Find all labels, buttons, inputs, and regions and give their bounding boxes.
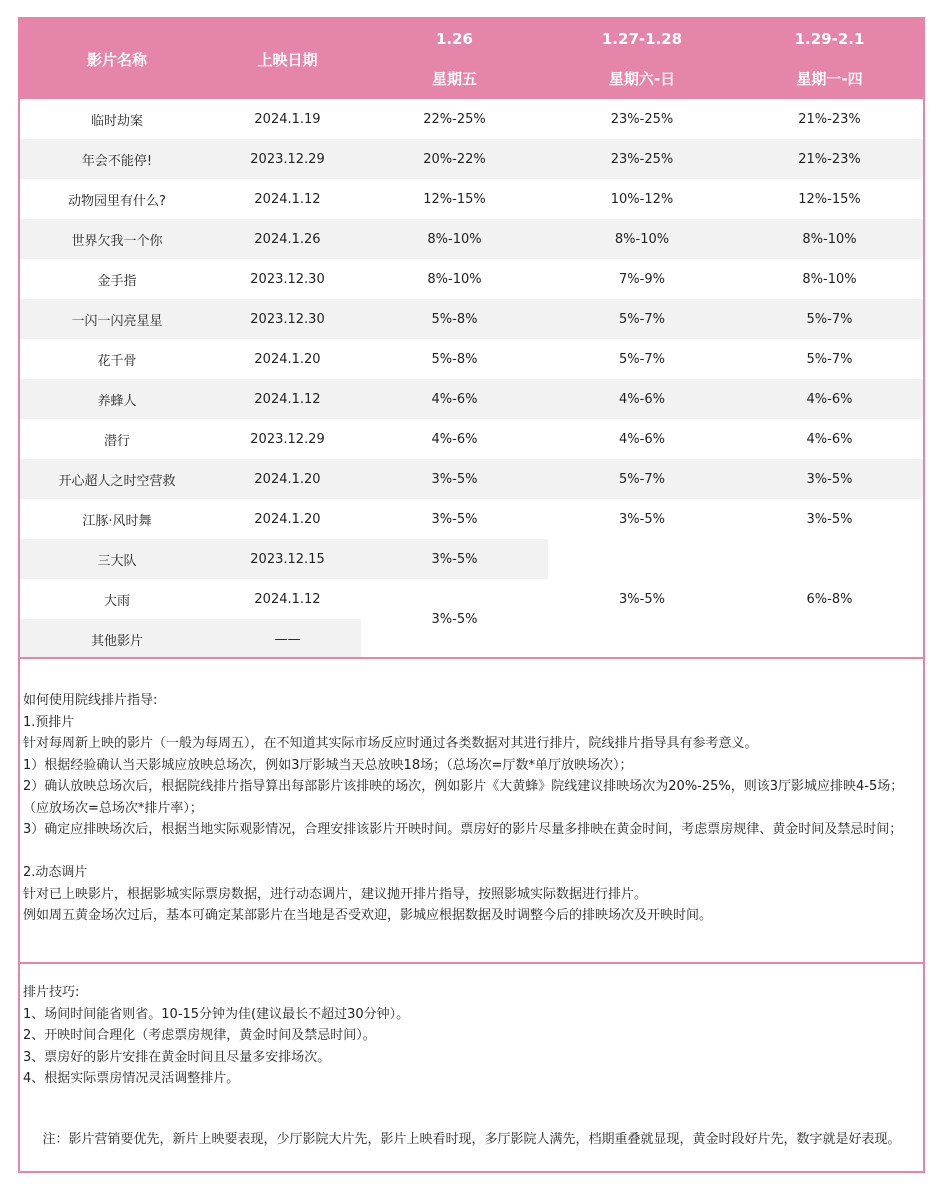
film-name: 潜行 — [20, 419, 214, 459]
release-date: 2023.12.30 — [214, 259, 361, 299]
header-release-date: 上映日期 — [214, 19, 361, 99]
table-row — [20, 179, 923, 219]
guide-paragraph: 例如周五黄金场次过后，基本可确定某部影片在当地是否受欢迎，影城应根据数据及时调整今后的排映场次及开映时间。 — [23, 908, 713, 923]
rate-day-2: 23%-25% — [548, 99, 736, 139]
rate-day-2: 7%-9% — [548, 259, 736, 299]
tips-item: 4、根据实际票房情况灵活调整排片。 — [23, 1071, 240, 1086]
guide-paragraph: 1）根据经验确认当天影城应放映总场次，例如3厅影城当天总放映18场；（总场次=厅数*单厅放映场次）； — [23, 757, 633, 773]
film-name: 动物园里有什么? — [20, 179, 214, 219]
rate-day-2: 3%-5% — [548, 499, 736, 539]
rate-day-1: 4%-6% — [361, 419, 548, 459]
rate-day-1: 20%-22% — [361, 139, 548, 179]
rate-day-2: 5%-7% — [548, 459, 736, 499]
film-name: 金手指 — [20, 259, 214, 299]
rate-day-3: 8%-10% — [736, 219, 923, 259]
film-name: 三大队 — [20, 539, 214, 579]
schedule-table — [20, 19, 923, 659]
header-day-3-weekday: 星期一-四 — [796, 70, 863, 88]
film-name: 世界欠我一个你 — [20, 219, 214, 259]
merged-rate-day-1: 3%-5% — [361, 579, 548, 659]
rate-day-3: 4%-6% — [736, 419, 923, 459]
rate-day-2: 23%-25% — [548, 139, 736, 179]
rate-day-2: 4%-6% — [548, 419, 736, 459]
header-day-3 — [736, 19, 923, 99]
film-name: 临时劫案 — [20, 99, 214, 139]
table-row — [20, 499, 923, 539]
release-date: 2023.12.29 — [214, 139, 361, 179]
rate-day-2: 4%-6% — [548, 379, 736, 419]
header-film-name: 影片名称 — [20, 19, 214, 99]
table-row — [20, 419, 923, 459]
film-name: 一闪一闪亮星星 — [20, 299, 214, 339]
guide-paragraph: 针对已上映影片，根据影城实际票房数据，进行动态调片，建议抛开排片指导，按照影城实际数据进行排片。 — [23, 886, 648, 902]
release-date: 2024.1.12 — [214, 579, 361, 619]
guide-paragraph: （应放场次=总场次*排片率）； — [23, 800, 203, 816]
film-name: 开心超人之时空营救 — [20, 459, 214, 499]
release-date: 2023.12.15 — [214, 539, 361, 579]
header-day-1-weekday: 星期五 — [431, 70, 477, 88]
release-date: 2023.12.30 — [214, 299, 361, 339]
tips-section — [20, 982, 923, 1090]
guide-subheading: 2.动态调片 — [23, 865, 88, 880]
release-date: 2024.1.26 — [214, 219, 361, 259]
rate-day-3: 4%-6% — [736, 379, 923, 419]
tips-item: 3、票房好的影片安排在黄金时间且尽量多安排场次。 — [23, 1049, 331, 1065]
table-row — [20, 99, 923, 139]
table-row — [20, 339, 923, 379]
rate-day-1: 5%-8% — [361, 299, 548, 339]
rate-day-3: 12%-15% — [736, 179, 923, 219]
tips-item: 1、场间时间能省则省。10-15分钟为佳(建议最长不超过30分钟）。 — [23, 1006, 410, 1022]
table-row — [20, 539, 923, 579]
release-date: 2024.1.12 — [214, 379, 361, 419]
table-row — [20, 219, 923, 259]
rate-day-3: 3%-5% — [736, 499, 923, 539]
section-divider — [18, 657, 925, 659]
merged-rate-day-2: 3%-5% — [548, 539, 736, 659]
rate-day-3: 21%-23% — [736, 139, 923, 179]
rate-day-1: 3%-5% — [361, 539, 548, 579]
rate-day-3: 5%-7% — [736, 299, 923, 339]
rate-day-1: 5%-8% — [361, 339, 548, 379]
rate-day-3: 3%-5% — [736, 459, 923, 499]
table-row — [20, 379, 923, 419]
rate-day-3: 8%-10% — [736, 259, 923, 299]
usage-guide-section — [20, 690, 923, 927]
table-row — [20, 259, 923, 299]
release-date: 2023.12.29 — [214, 419, 361, 459]
header-day-2-date: 1.27-1.28 — [601, 30, 683, 48]
header-day-3-date: 1.29-2.1 — [794, 30, 865, 48]
section-divider — [18, 962, 925, 964]
rate-day-1: 3%-5% — [361, 499, 548, 539]
header-day-1-date: 1.26 — [435, 30, 473, 48]
rate-day-1: 4%-6% — [361, 379, 548, 419]
footer-note: 注：影片营销要优先，新片上映要表现，少厅影院大片先，影片上映看时现，多厅影院人满先，档期重叠就显现，黄金时段好片先，数字就是好表现。 — [42, 1132, 901, 1147]
table-row — [20, 459, 923, 499]
release-date: 2024.1.20 — [214, 339, 361, 379]
release-date: —— — [214, 619, 361, 659]
guide-paragraph: 3）确定应排映场次后，根据当地实际观影情况，合理安排该影片开映时间。票房好的影片尽量多排映在黄金时间，考虑票房规律、黄金时间及禁忌时间； — [23, 822, 903, 837]
guide-subheading: 1.预排片 — [23, 714, 75, 730]
rate-day-2: 5%-7% — [548, 339, 736, 379]
guide-paragraph: 针对每周新上映的影片（一般为每周五），在不知道其实际市场反应时通过各类数据对其进行排片，院线排片指导具有参考意义。 — [23, 736, 758, 751]
tips-item: 2、开映时间合理化（考虑票房规律，黄金时间及禁忌时间）。 — [23, 1028, 376, 1043]
rate-day-2: 10%-12% — [548, 179, 736, 219]
release-date: 2024.1.19 — [214, 99, 361, 139]
film-name: 养蜂人 — [20, 379, 214, 419]
rate-day-1: 8%-10% — [361, 219, 548, 259]
header-day-2 — [548, 19, 736, 99]
release-date: 2024.1.20 — [214, 499, 361, 539]
film-name: 江豚·风时舞 — [20, 499, 214, 539]
rate-day-3: 21%-23% — [736, 99, 923, 139]
rate-day-2: 5%-7% — [548, 299, 736, 339]
release-date: 2024.1.12 — [214, 179, 361, 219]
rate-day-1: 3%-5% — [361, 459, 548, 499]
film-name: 大雨 — [20, 579, 214, 619]
guide-spacer — [23, 841, 923, 863]
rate-day-2: 8%-10% — [548, 219, 736, 259]
table-row — [20, 139, 923, 179]
rate-day-1: 8%-10% — [361, 259, 548, 299]
guide-paragraph: 2）确认放映总场次后，根据院线排片指导算出每部影片该排映的场次，例如影片《大黄蜂》院线建议排映场次为20%-25%，则该3厅影城应排映4-5场； — [23, 779, 904, 794]
film-name: 其他影片 — [20, 619, 214, 659]
film-name: 花千骨 — [20, 339, 214, 379]
rate-day-3: 5%-7% — [736, 339, 923, 379]
rate-day-1: 22%-25% — [361, 99, 548, 139]
table-row — [20, 299, 923, 339]
release-date: 2024.1.20 — [214, 459, 361, 499]
film-name: 年会不能停! — [20, 139, 214, 179]
header-day-1 — [361, 19, 548, 99]
header-day-2-weekday: 星期六-日 — [608, 70, 676, 88]
table-header-row — [20, 19, 923, 99]
guide-heading: 如何使用院线排片指导: — [23, 693, 158, 708]
rate-day-1: 12%-15% — [361, 179, 548, 219]
tips-heading: 排片技巧: — [23, 985, 80, 1000]
merged-rate-day-3: 6%-8% — [736, 539, 923, 659]
